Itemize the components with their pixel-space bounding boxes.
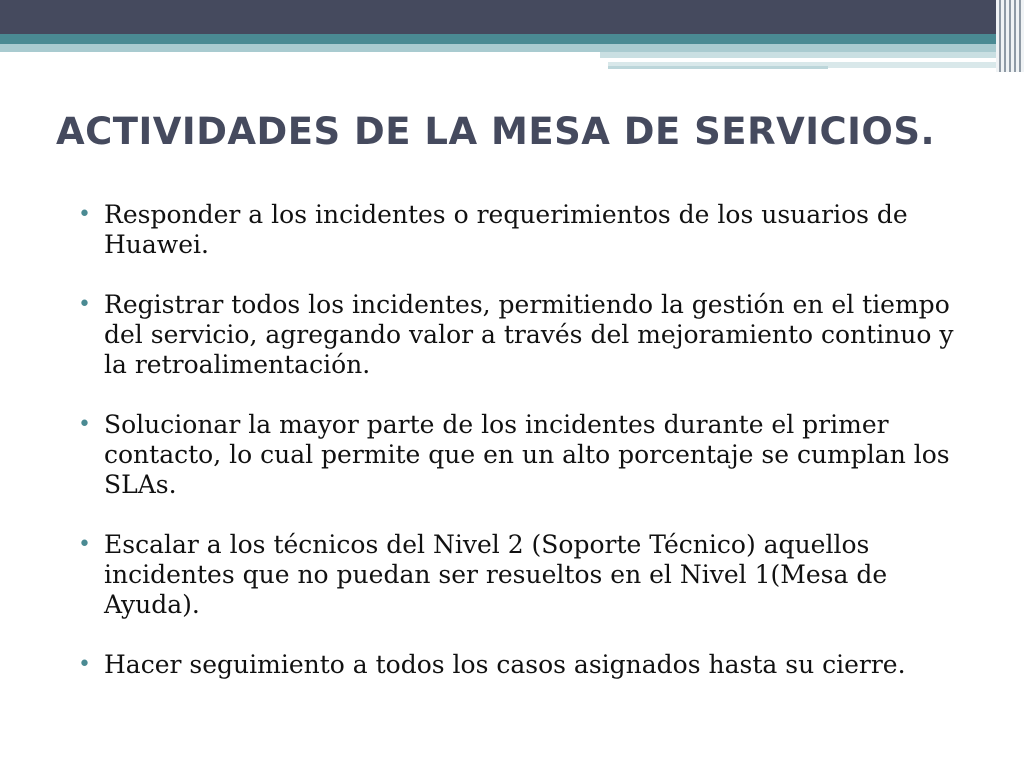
header-band-light bbox=[0, 44, 1000, 52]
bullet-item bbox=[76, 200, 976, 260]
bullet-list bbox=[76, 200, 976, 710]
header-band-dark bbox=[0, 0, 1024, 34]
bullet-text: Hacer seguimiento a todos los casos asignados hasta su cierre. bbox=[104, 650, 906, 679]
bullet-item bbox=[76, 290, 976, 380]
bullet-text: Responder a los incidentes o requerimientos de los usuarios de Huawei. bbox=[104, 200, 908, 259]
slide-title: ACTIVIDADES DE LA MESA DE SERVICIOS. bbox=[56, 110, 936, 153]
header-band-light-accent bbox=[600, 52, 1000, 58]
bullet-text: Registrar todos los incidentes, permitiendo la gestión en el tiempo del servicio, agregando valor a través del mejoramiento continuo y la retroalimentación. bbox=[104, 290, 954, 379]
bullet-dot-icon: • bbox=[78, 292, 91, 317]
bullet-text: Escalar a los técnicos del Nivel 2 (Soporte Técnico) aquellos incidentes que no puedan ser resueltos en el Nivel 1(Mesa de Ayuda). bbox=[104, 530, 888, 619]
header-vertical-stripes bbox=[996, 0, 1024, 72]
bullet-dot-icon: • bbox=[78, 652, 91, 677]
bullet-dot-icon: • bbox=[78, 202, 91, 227]
header-band-light-accent-3 bbox=[608, 66, 828, 69]
bullet-item bbox=[76, 410, 976, 500]
bullet-dot-icon: • bbox=[78, 532, 91, 557]
bullet-dot-icon: • bbox=[78, 412, 91, 437]
bullet-item bbox=[76, 650, 976, 680]
bullet-text: Solucionar la mayor parte de los incidentes durante el primer contacto, lo cual permite que en un alto porcentaje se cumplan los SLAs. bbox=[104, 410, 950, 499]
bullet-item bbox=[76, 530, 976, 620]
header-band-teal bbox=[0, 34, 1024, 44]
